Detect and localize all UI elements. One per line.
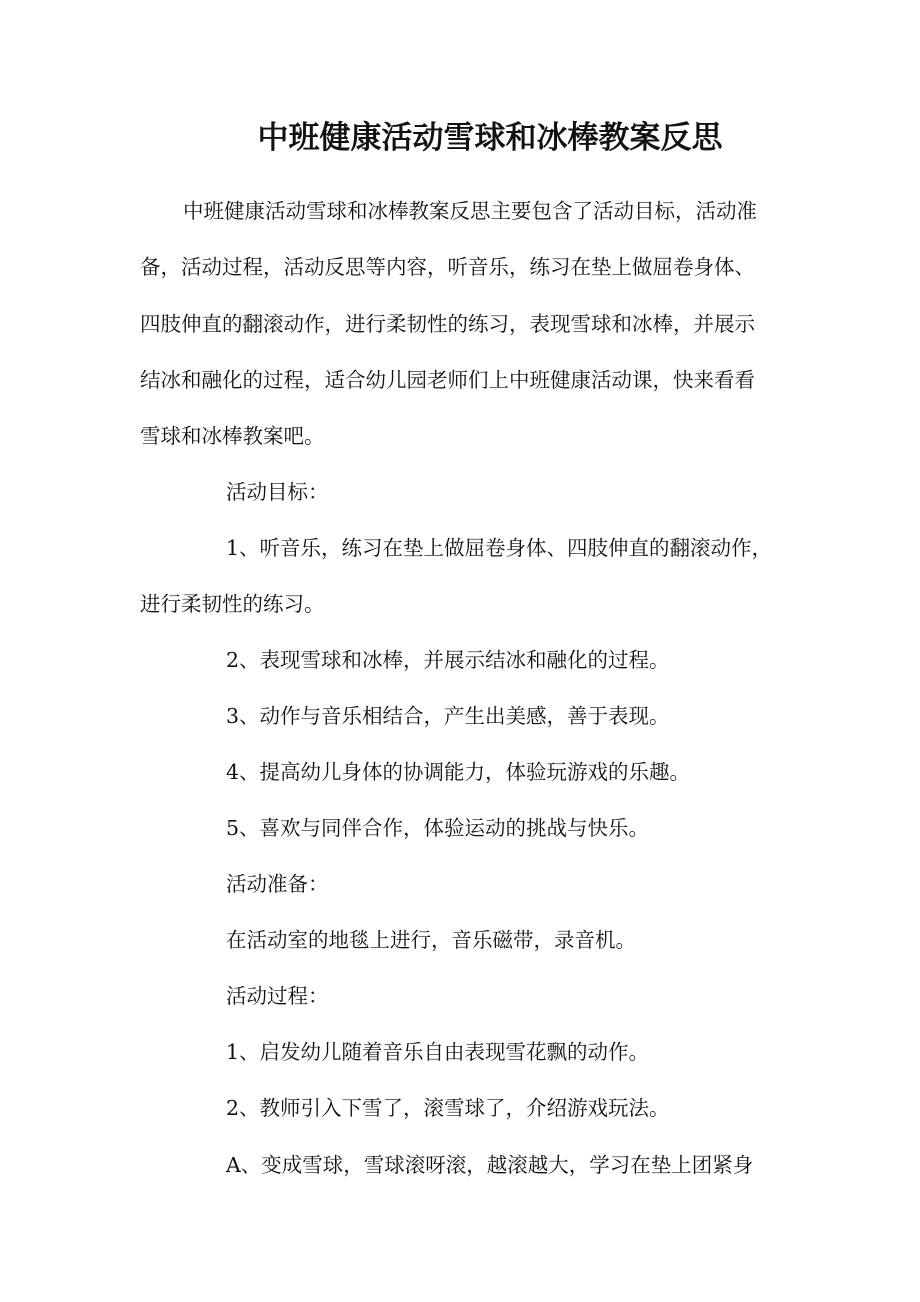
goal-item-1-line-1: 1、听音乐，练习在垫上做屈卷身体、四肢伸直的翻滚动作， bbox=[226, 536, 773, 560]
intro-line-3: 四肢伸直的翻滚动作，进行柔韧性的练习，表现雪球和冰棒，并展示 bbox=[140, 312, 755, 336]
intro-line-5: 雪球和冰棒教案吧。 bbox=[140, 424, 325, 448]
preparation-text: 在活动室的地毯上进行，音乐磁带，录音机。 bbox=[226, 928, 636, 952]
process-step-2: 2、教师引入下雪了，滚雪球了，介绍游戏玩法。 bbox=[226, 1096, 670, 1120]
goal-item-1-line-2: 进行柔韧性的练习。 bbox=[140, 592, 325, 616]
intro-line-1: 中班健康活动雪球和冰棒教案反思主要包含了活动目标，活动准 bbox=[183, 199, 757, 223]
process-heading: 活动过程： bbox=[226, 984, 329, 1008]
document-title: 中班健康活动雪球和冰棒教案反思 bbox=[257, 120, 723, 156]
preparation-heading: 活动准备： bbox=[226, 872, 329, 896]
intro-line-4: 结冰和融化的过程，适合幼儿园老师们上中班健康活动课，快来看看 bbox=[140, 368, 755, 392]
intro-line-2: 备，活动过程，活动反思等内容，听音乐，练习在垫上做屈卷身体、 bbox=[140, 255, 755, 279]
process-step-a: A、变成雪球，雪球滚呀滚，越滚越大，学习在垫上团紧身 bbox=[226, 1153, 754, 1177]
goal-item-5: 5、喜欢与同伴合作，体验运动的挑战与快乐。 bbox=[226, 816, 650, 840]
process-step-1: 1、启发幼儿随着音乐自由表现雪花飘的动作。 bbox=[226, 1040, 650, 1064]
goal-item-3: 3、动作与音乐相结合，产生出美感，善于表现。 bbox=[226, 704, 670, 728]
goals-heading: 活动目标： bbox=[226, 480, 329, 504]
goal-item-2: 2、表现雪球和冰棒，并展示结冰和融化的过程。 bbox=[226, 648, 670, 672]
goal-item-4: 4、提高幼儿身体的协调能力，体验玩游戏的乐趣。 bbox=[226, 760, 691, 784]
